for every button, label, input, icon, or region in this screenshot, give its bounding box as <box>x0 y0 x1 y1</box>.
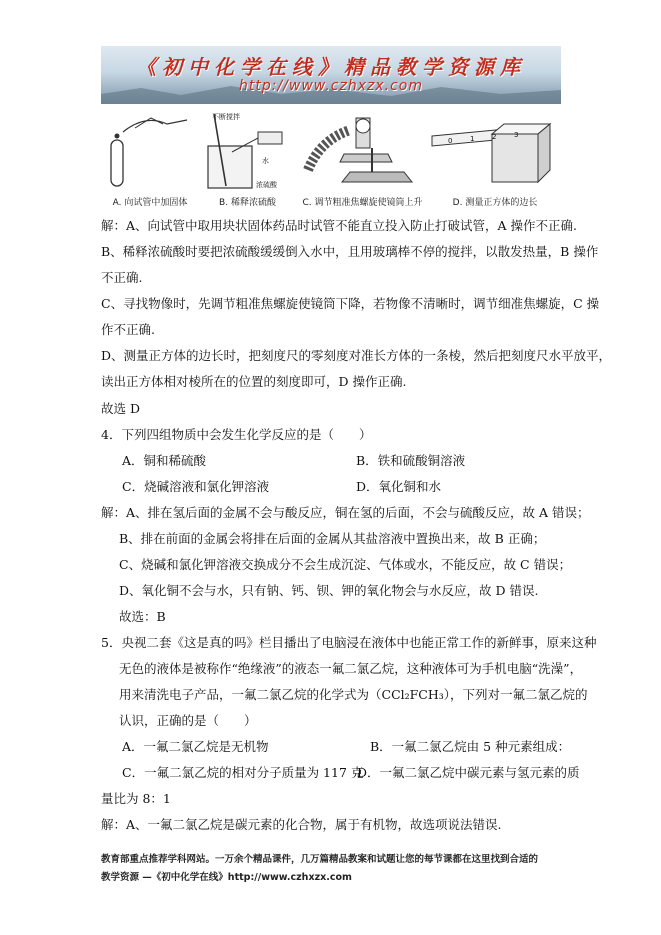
q5-option-c: C．一氟二氯乙烷的相对分子质量为 117 克 <box>122 765 364 780</box>
ruler-tick-2: 2 <box>492 133 497 141</box>
beaker-icon <box>200 110 295 194</box>
answer-line: 故选 D <box>101 401 140 416</box>
q4-analysis-c: C、烧碱和氯化钾溶液交换成分不会生成沉淀、气体或水，不能反应，故 C 错误； <box>119 557 572 572</box>
figure-a-caption: A. 向试管中加固体 <box>112 198 188 208</box>
figure-b <box>200 110 295 208</box>
analysis-line-c-cont: 作不正确. <box>101 322 155 337</box>
site-url[interactable]: http://www.czhxzx.com <box>239 78 423 94</box>
q4-option-b: B．铁和硫酸铜溶液 <box>356 453 466 468</box>
microscope-icon <box>300 110 425 194</box>
question-5: 5．央视二套《这是真的吗》栏目播出了电脑浸在液体中也能正常工作的新鲜事，原来这种 <box>101 635 597 650</box>
ruler-tick-3: 3 <box>514 131 519 139</box>
footer-line-1: 教育部重点推荐学科网站。一万余个精品课件，几万篇精品教案和试题让您的每节课都在这里找到合适的 <box>101 854 539 865</box>
ruler-tick-0: 0 <box>448 137 453 145</box>
stir-label: 不断搅拌 <box>212 113 240 121</box>
analysis-line-d: D、测量正方体的边长时，把刻度尺的零刻度对准长方体的一条棱，然后把刻度尺水平放平， <box>101 348 612 363</box>
q5-option-b: B．一氟二氯乙烷由 5 种元素组成： <box>370 739 571 754</box>
q4-analysis-a: 解：A、排在氢后面的金属不会与酸反应，铜在氢的后面，不会与硫酸反应，故 A 错误； <box>101 505 590 520</box>
q5-option-a: A．一氟二氯乙烷是无机物 <box>122 739 269 754</box>
q5-option-d-cont: 量比为 8：1 <box>101 791 171 806</box>
figure-c <box>300 110 425 208</box>
q5-option-d: D．一氟二氯乙烷中碳元素与氢元素的质 <box>357 765 580 780</box>
analysis-line-d-cont: 读出正方体相对棱所在的位置的刻度即可，D 操作正确. <box>101 374 407 389</box>
figure-d-caption: D. 测量正方体的边长 <box>452 198 538 208</box>
analysis-line-b-cont: 不正确. <box>101 270 143 285</box>
site-title: 《初中化学在线》精品教学资源库 <box>136 55 526 79</box>
footer-line-2[interactable]: 教学资源 —《初中化学在线》http://www.czhxzx.com <box>101 872 352 883</box>
question-5-cont-1: 无色的液体是被称作“绝缘液”的液态一氟二氯乙烷，这种液体可为手机电脑“洗澡”， <box>119 661 583 676</box>
q5-analysis-a: 解：A、一氟二氯乙烷是碳元素的化合物，属于有机物，故选项说法错误. <box>101 817 502 832</box>
experiment-figures <box>105 110 560 208</box>
test-tube-icon <box>105 110 195 194</box>
analysis-line-a: 解：A、向试管中取用块状固体药品时试管不能直立投入防止打破试管，A 操作不正确. <box>101 218 578 233</box>
q4-analysis-d: D、氧化铜不会与水，只有钠、钙、钡、钾的氧化物会与水反应，故 D 错误. <box>119 583 539 598</box>
figure-b-caption: B. 稀释浓硫酸 <box>219 198 276 208</box>
header-banner <box>101 46 561 104</box>
figure-d <box>430 110 560 208</box>
ruler-tick-1: 1 <box>470 135 475 143</box>
ruler-icon <box>430 110 560 194</box>
water-label: 水 <box>262 157 269 165</box>
analysis-line-b: B、稀释浓硫酸时要把浓硫酸缓缓倒入水中，且用玻璃棒不停的搅拌，以散发热量，B 操作 <box>101 244 599 259</box>
q4-option-c: C．烧碱溶液和氯化钾溶液 <box>122 479 270 494</box>
q4-answer: 故选：B <box>119 609 166 624</box>
q4-analysis-b: B、排在前面的金属会将排在后面的金属从其盐溶液中置换出来，故 B 正确； <box>119 531 546 546</box>
question-5-cont-3: 认识，正确的是（ ） <box>119 713 257 728</box>
analysis-line-c: C、寻找物像时，先调节粗准焦螺旋使镜筒下降，若物像不清晰时，调节细准焦螺旋，C 操 <box>101 296 600 311</box>
question-5-cont-2: 用来清洗电子产品，一氟二氯乙烷的化学式为（CCl₂FCH₃），下列对一氟二氯乙烷的 <box>119 687 588 702</box>
acid-label: 浓硫酸 <box>256 181 277 189</box>
figure-a <box>105 110 195 208</box>
q4-option-a: A．铜和稀硫酸 <box>122 453 207 468</box>
figure-c-caption: C. 调节粗准焦螺旋使镜筒上升 <box>302 198 423 208</box>
q4-option-d: D．氧化铜和水 <box>356 479 442 494</box>
question-4: 4．下列四组物质中会发生化学反应的是（ ） <box>101 427 372 442</box>
